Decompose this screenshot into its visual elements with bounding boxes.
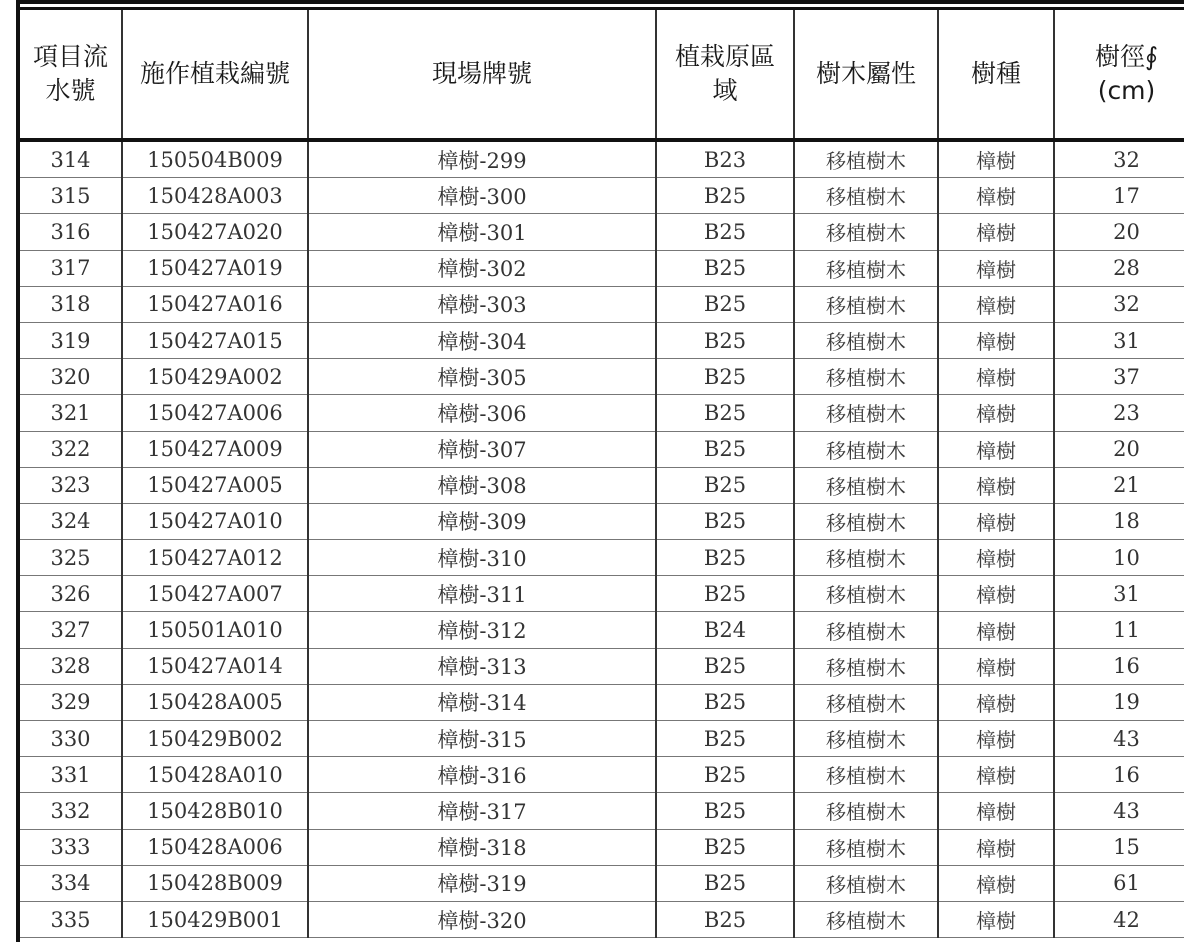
cell-species: 樟樹 xyxy=(938,250,1054,286)
cell-planting-code: 150428B010 xyxy=(122,793,308,829)
cell-tree-attribute: 移植樹木 xyxy=(794,214,938,250)
cell-trunk-diameter: 32 xyxy=(1054,286,1184,322)
tree-inventory-table xyxy=(16,7,1184,938)
header-item-serial-line: 項目流 xyxy=(32,42,108,71)
cell-site-tag: 樟樹-307 xyxy=(308,431,656,467)
cell-tree-attribute: 移植樹木 xyxy=(794,576,938,612)
cell-planting-code: 150428A005 xyxy=(122,684,308,720)
cell-planting-code: 150429B002 xyxy=(122,721,308,757)
cell-serial: 324 xyxy=(18,503,122,539)
header-planting-code-line: 施作植栽編號 xyxy=(139,59,290,88)
cell-tree-attribute: 移植樹木 xyxy=(794,395,938,431)
cell-site-tag: 樟樹-301 xyxy=(308,214,656,250)
cell-original-zone: B25 xyxy=(656,322,794,358)
cell-original-zone: B25 xyxy=(656,286,794,322)
cell-original-zone: B25 xyxy=(656,901,794,937)
cell-species: 樟樹 xyxy=(938,503,1054,539)
cell-serial: 316 xyxy=(18,214,122,250)
cell-tree-attribute: 移植樹木 xyxy=(794,359,938,395)
cell-planting-code: 150429B001 xyxy=(122,901,308,937)
table-row xyxy=(18,612,1184,648)
cell-species: 樟樹 xyxy=(938,322,1054,358)
cell-planting-code: 150429A002 xyxy=(122,359,308,395)
table-row xyxy=(18,178,1184,214)
cell-site-tag: 樟樹-303 xyxy=(308,286,656,322)
cell-original-zone: B25 xyxy=(656,359,794,395)
cell-serial: 334 xyxy=(18,865,122,901)
table-row xyxy=(18,322,1184,358)
cell-original-zone: B25 xyxy=(656,684,794,720)
cell-trunk-diameter: 42 xyxy=(1054,901,1184,937)
cell-tree-attribute: 移植樹木 xyxy=(794,322,938,358)
table-row xyxy=(18,648,1184,684)
cell-serial: 331 xyxy=(18,757,122,793)
table-row xyxy=(18,793,1184,829)
table-row xyxy=(18,359,1184,395)
cell-trunk-diameter: 16 xyxy=(1054,757,1184,793)
table-header xyxy=(18,9,1184,141)
cell-tree-attribute: 移植樹木 xyxy=(794,829,938,865)
cell-serial: 323 xyxy=(18,467,122,503)
table-row xyxy=(18,467,1184,503)
table-row xyxy=(18,140,1184,178)
cell-site-tag: 樟樹-312 xyxy=(308,612,656,648)
cell-serial: 328 xyxy=(18,648,122,684)
header-item-serial-line: 水號 xyxy=(45,76,96,105)
cell-trunk-diameter: 20 xyxy=(1054,431,1184,467)
cell-trunk-diameter: 18 xyxy=(1054,503,1184,539)
header-tree-attribute-line: 樹木屬性 xyxy=(815,59,916,88)
header-trunk-diameter-line: (cm) xyxy=(1097,76,1156,105)
cell-tree-attribute: 移植樹木 xyxy=(794,865,938,901)
cell-serial: 335 xyxy=(18,901,122,937)
cell-planting-code: 150428A006 xyxy=(122,829,308,865)
cell-site-tag: 樟樹-308 xyxy=(308,467,656,503)
cell-serial: 329 xyxy=(18,684,122,720)
cell-tree-attribute: 移植樹木 xyxy=(794,612,938,648)
table-body xyxy=(18,140,1184,938)
cell-trunk-diameter: 10 xyxy=(1054,540,1184,576)
table-row xyxy=(18,829,1184,865)
cell-tree-attribute: 移植樹木 xyxy=(794,467,938,503)
header-row xyxy=(18,9,1184,141)
cell-tree-attribute: 移植樹木 xyxy=(794,503,938,539)
cell-serial: 320 xyxy=(18,359,122,395)
cell-original-zone: B25 xyxy=(656,865,794,901)
cell-trunk-diameter: 61 xyxy=(1054,865,1184,901)
cell-tree-attribute: 移植樹木 xyxy=(794,140,938,178)
cell-serial: 327 xyxy=(18,612,122,648)
cell-serial: 317 xyxy=(18,250,122,286)
header-trunk-diameter-line: 樹徑∮ xyxy=(1094,42,1159,71)
cell-planting-code: 150427A007 xyxy=(122,576,308,612)
cell-original-zone: B25 xyxy=(656,757,794,793)
cell-site-tag: 樟樹-304 xyxy=(308,322,656,358)
cell-site-tag: 樟樹-313 xyxy=(308,648,656,684)
cell-species: 樟樹 xyxy=(938,467,1054,503)
table-row xyxy=(18,865,1184,901)
cell-planting-code: 150427A009 xyxy=(122,431,308,467)
top-border-rule xyxy=(16,0,1184,4)
cell-species: 樟樹 xyxy=(938,140,1054,178)
header-original-zone-line: 植栽原區 xyxy=(674,42,775,71)
cell-trunk-diameter: 31 xyxy=(1054,322,1184,358)
cell-trunk-diameter: 43 xyxy=(1054,721,1184,757)
cell-original-zone: B25 xyxy=(656,467,794,503)
cell-original-zone: B23 xyxy=(656,140,794,178)
cell-tree-attribute: 移植樹木 xyxy=(794,431,938,467)
cell-species: 樟樹 xyxy=(938,648,1054,684)
header-planting-code xyxy=(122,9,308,141)
cell-serial: 333 xyxy=(18,829,122,865)
cell-trunk-diameter: 28 xyxy=(1054,250,1184,286)
cell-trunk-diameter: 16 xyxy=(1054,648,1184,684)
cell-trunk-diameter: 37 xyxy=(1054,359,1184,395)
cell-planting-code: 150501A010 xyxy=(122,612,308,648)
header-item-serial xyxy=(18,9,122,141)
cell-planting-code: 150504B009 xyxy=(122,140,308,178)
cell-tree-attribute: 移植樹木 xyxy=(794,648,938,684)
table-row xyxy=(18,721,1184,757)
header-tree-attribute xyxy=(794,9,938,141)
header-site-tag xyxy=(308,9,656,141)
cell-planting-code: 150428A003 xyxy=(122,178,308,214)
cell-serial: 314 xyxy=(18,140,122,178)
cell-serial: 318 xyxy=(18,286,122,322)
cell-site-tag: 樟樹-315 xyxy=(308,721,656,757)
cell-species: 樟樹 xyxy=(938,612,1054,648)
cell-tree-attribute: 移植樹木 xyxy=(794,901,938,937)
cell-trunk-diameter: 31 xyxy=(1054,576,1184,612)
header-site-tag-line: 現場牌號 xyxy=(431,59,532,88)
cell-tree-attribute: 移植樹木 xyxy=(794,721,938,757)
cell-original-zone: B25 xyxy=(656,250,794,286)
cell-species: 樟樹 xyxy=(938,901,1054,937)
cell-site-tag: 樟樹-310 xyxy=(308,540,656,576)
cell-site-tag: 樟樹-316 xyxy=(308,757,656,793)
table-row xyxy=(18,214,1184,250)
cell-site-tag: 樟樹-309 xyxy=(308,503,656,539)
cell-original-zone: B25 xyxy=(656,793,794,829)
cell-trunk-diameter: 20 xyxy=(1054,214,1184,250)
cell-site-tag: 樟樹-317 xyxy=(308,793,656,829)
cell-serial: 330 xyxy=(18,721,122,757)
cell-species: 樟樹 xyxy=(938,757,1054,793)
cell-planting-code: 150427A019 xyxy=(122,250,308,286)
cell-site-tag: 樟樹-302 xyxy=(308,250,656,286)
cell-original-zone: B25 xyxy=(656,178,794,214)
cell-tree-attribute: 移植樹木 xyxy=(794,684,938,720)
cell-site-tag: 樟樹-306 xyxy=(308,395,656,431)
cell-trunk-diameter: 11 xyxy=(1054,612,1184,648)
cell-original-zone: B25 xyxy=(656,648,794,684)
cell-tree-attribute: 移植樹木 xyxy=(794,793,938,829)
table-row xyxy=(18,286,1184,322)
cell-species: 樟樹 xyxy=(938,721,1054,757)
cell-planting-code: 150428B009 xyxy=(122,865,308,901)
table-row xyxy=(18,250,1184,286)
cell-species: 樟樹 xyxy=(938,576,1054,612)
cell-planting-code: 150427A020 xyxy=(122,214,308,250)
cell-site-tag: 樟樹-318 xyxy=(308,829,656,865)
cell-planting-code: 150427A006 xyxy=(122,395,308,431)
cell-planting-code: 150427A016 xyxy=(122,286,308,322)
cell-trunk-diameter: 15 xyxy=(1054,829,1184,865)
cell-planting-code: 150428A010 xyxy=(122,757,308,793)
header-species xyxy=(938,9,1054,141)
cell-site-tag: 樟樹-305 xyxy=(308,359,656,395)
cell-serial: 332 xyxy=(18,793,122,829)
cell-original-zone: B25 xyxy=(656,431,794,467)
cell-species: 樟樹 xyxy=(938,540,1054,576)
cell-tree-attribute: 移植樹木 xyxy=(794,178,938,214)
cell-serial: 322 xyxy=(18,431,122,467)
cell-tree-attribute: 移植樹木 xyxy=(794,286,938,322)
cell-serial: 319 xyxy=(18,322,122,358)
cell-original-zone: B25 xyxy=(656,214,794,250)
header-original-zone xyxy=(656,9,794,141)
cell-tree-attribute: 移植樹木 xyxy=(794,540,938,576)
cell-planting-code: 150427A014 xyxy=(122,648,308,684)
cell-planting-code: 150427A012 xyxy=(122,540,308,576)
cell-species: 樟樹 xyxy=(938,793,1054,829)
cell-species: 樟樹 xyxy=(938,395,1054,431)
cell-trunk-diameter: 19 xyxy=(1054,684,1184,720)
cell-species: 樟樹 xyxy=(938,178,1054,214)
cell-original-zone: B25 xyxy=(656,395,794,431)
cell-trunk-diameter: 21 xyxy=(1054,467,1184,503)
cell-species: 樟樹 xyxy=(938,431,1054,467)
cell-site-tag: 樟樹-299 xyxy=(308,140,656,178)
header-trunk-diameter xyxy=(1054,9,1184,141)
cell-species: 樟樹 xyxy=(938,684,1054,720)
cell-site-tag: 樟樹-300 xyxy=(308,178,656,214)
cell-original-zone: B25 xyxy=(656,576,794,612)
cell-tree-attribute: 移植樹木 xyxy=(794,757,938,793)
cell-species: 樟樹 xyxy=(938,286,1054,322)
cell-species: 樟樹 xyxy=(938,214,1054,250)
cell-tree-attribute: 移植樹木 xyxy=(794,250,938,286)
header-original-zone-line: 域 xyxy=(712,76,738,105)
table-row xyxy=(18,576,1184,612)
cell-site-tag: 樟樹-319 xyxy=(308,865,656,901)
cell-site-tag: 樟樹-311 xyxy=(308,576,656,612)
table-row xyxy=(18,757,1184,793)
cell-trunk-diameter: 43 xyxy=(1054,793,1184,829)
cell-site-tag: 樟樹-320 xyxy=(308,901,656,937)
table-row xyxy=(18,684,1184,720)
cell-trunk-diameter: 17 xyxy=(1054,178,1184,214)
table-row xyxy=(18,431,1184,467)
cell-planting-code: 150427A015 xyxy=(122,322,308,358)
cell-species: 樟樹 xyxy=(938,865,1054,901)
cell-species: 樟樹 xyxy=(938,359,1054,395)
cell-serial: 325 xyxy=(18,540,122,576)
table-row xyxy=(18,503,1184,539)
cell-original-zone: B25 xyxy=(656,503,794,539)
cell-site-tag: 樟樹-314 xyxy=(308,684,656,720)
cell-original-zone: B25 xyxy=(656,829,794,865)
cell-original-zone: B25 xyxy=(656,721,794,757)
cell-serial: 326 xyxy=(18,576,122,612)
table-row xyxy=(18,395,1184,431)
cell-species: 樟樹 xyxy=(938,829,1054,865)
cell-original-zone: B25 xyxy=(656,540,794,576)
cell-planting-code: 150427A005 xyxy=(122,467,308,503)
table-row xyxy=(18,901,1184,937)
cell-serial: 315 xyxy=(18,178,122,214)
header-species-line: 樹種 xyxy=(970,59,1021,88)
cell-serial: 321 xyxy=(18,395,122,431)
cell-trunk-diameter: 23 xyxy=(1054,395,1184,431)
cell-planting-code: 150427A010 xyxy=(122,503,308,539)
table-row xyxy=(18,540,1184,576)
cell-original-zone: B24 xyxy=(656,612,794,648)
cell-trunk-diameter: 32 xyxy=(1054,140,1184,178)
